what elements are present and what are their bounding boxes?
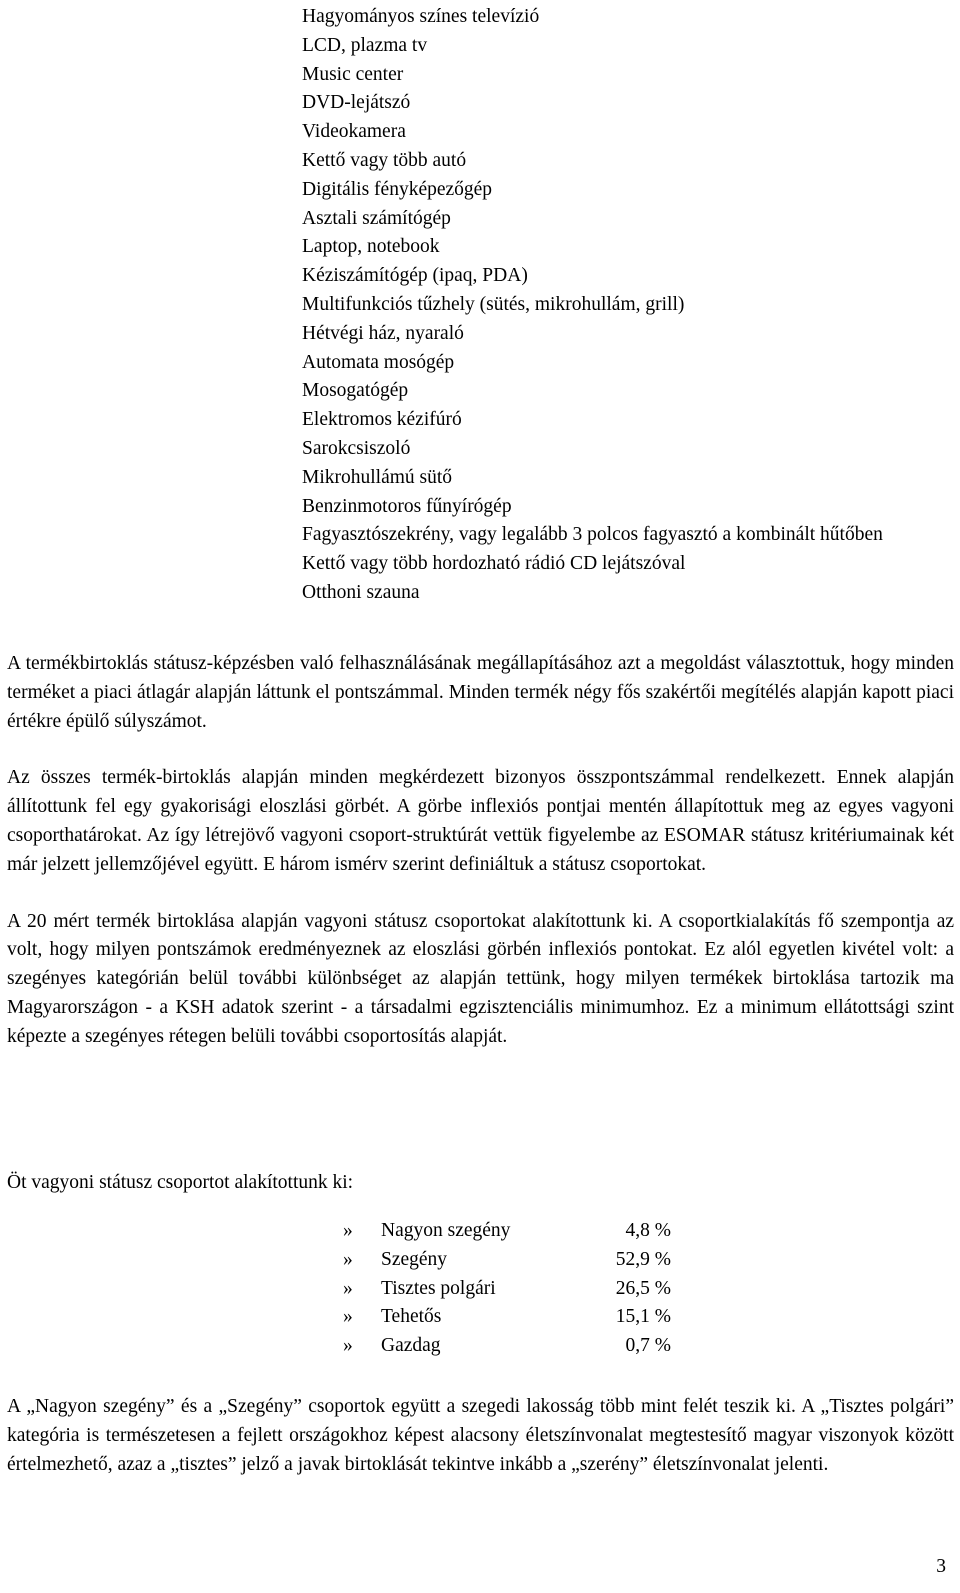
bullet-icon: » (343, 1306, 353, 1328)
product-list-item: Hétvégi ház, nyaraló (302, 322, 464, 344)
status-group-label: Szegény (381, 1248, 448, 1270)
product-list-item: Videokamera (302, 121, 406, 143)
product-list-item: Elektromos kézifúró (302, 409, 462, 431)
status-group-row (343, 1246, 671, 1275)
product-list-item: LCD, plazma tv (302, 34, 428, 56)
product-list-item: Digitális fényképezőgép (302, 178, 493, 200)
product-list-item: Multifunkciós tűzhely (sütés, mikrohullám, grill) (302, 293, 685, 315)
product-list-item: Asztali számítógép (302, 207, 451, 229)
page-number: 3 (936, 1556, 946, 1577)
product-list (302, 3, 954, 608)
status-groups-intro: Öt vagyoni státusz csoportot alakítottunk ki: (7, 1172, 354, 1193)
product-list-item: Kettő vagy több hordozható rádió CD lejátszóval (302, 553, 686, 575)
status-group-label: Gazdag (381, 1335, 441, 1357)
product-list-item: Hagyományos színes televízió (302, 6, 540, 27)
status-group-percent: 26,5 % (615, 1277, 671, 1299)
product-list-item: Benzinmotoros fűnyírógép (302, 495, 512, 517)
paragraph-conclusion: A „Nagyon szegény” és a „Szegény” csoportok együtt a szegedi lakosság több mint felét teszik ki. A „Tisztes polgári” kategória is természetesen a fejlett országokhoz képest alacsony életszínvonalat megtestesítő magyar viszonyok között értelmezhető, azaz a „tisztes” jelző a javak birtoklását tekintve inkább a „szerény” életszínvonalat jelenti. (7, 1396, 954, 1475)
product-list-item: DVD-lejátszó (302, 92, 411, 114)
product-list-item: Music center (302, 63, 404, 85)
product-list-item: Fagyasztószekrény, vagy legalább 3 polcos fagyasztó a kombinált hűtőben (302, 524, 883, 546)
product-list-item: Automata mosógép (302, 351, 455, 373)
status-group-row (343, 1275, 671, 1304)
status-group-percent: 4,8 % (625, 1220, 671, 1241)
product-list-item: Mosogatógép (302, 380, 409, 402)
paragraph-scoring-method: A termékbirtoklás státusz-képzésben való felhasználásának megállapításához azt a megoldást választottuk, hogy minden terméket a piaci átlagár alapján láttunk el pontszámmal. Minden termék négy fős szakértői megítélés alapján kapott piaci értékre épülő súlyszámot. (7, 653, 954, 732)
bullet-icon: » (343, 1335, 353, 1357)
bullet-icon: » (343, 1277, 353, 1299)
paragraph-frequency-curve: Az összes termék-birtoklás alapján minden megkérdezett bizonyos összpontszámmal rendelkezett. Ennek alapján állítottunk fel egy gyakorisági eloszlási görbét. A görbe inflexiós pontjai mentén állapítottuk meg az egyes vagyoni csoporthatárokat. Az így létrejövő vagyoni csoport-struktúrát vettük figyelembe az ESOMAR státusz kritériumainak két már jelzett jellemzőjével együtt. E három ismérv szerint definiáltuk a státusz csoportokat. (7, 767, 954, 875)
status-group-percent: 0,7 % (625, 1335, 671, 1357)
status-groups-table (343, 1217, 671, 1361)
paragraph-group-formation: A 20 mért termék birtoklása alapján vagyoni státusz csoportokat alakítottunk ki. A csoportkialakítás fő szempontja az volt, hogy milyen pontszámok eredményeznek az eloszlási görbén inflexiós pontokat. Ez alól egyetlen kivétel volt: a szegényes kategórián belül további különbséget az alapján tettünk, hogy milyen termékek birtoklása tartozik ma Magyarországon - a KSH adatok szerint - a társadalmi egzisztenciális minimumhoz. Ez a minimum ellátottsági szint képezte a szegényes rétegen belüli további csoportosítás alapját. (7, 910, 954, 1047)
status-group-label: Tehetős (381, 1306, 442, 1328)
product-list-item: Laptop, notebook (302, 236, 440, 258)
status-group-row (343, 1332, 671, 1361)
status-group-percent: 52,9 % (615, 1248, 671, 1270)
product-list-item: Kéziszámítógép (ipaq, PDA) (302, 265, 528, 287)
status-group-row (343, 1303, 671, 1332)
product-list-item: Sarokcsiszoló (302, 437, 411, 459)
bullet-icon: » (343, 1220, 353, 1241)
bullet-icon: » (343, 1248, 353, 1270)
product-list-item: Kettő vagy több autó (302, 149, 467, 171)
product-list-item: Otthoni szauna (302, 581, 420, 603)
status-group-percent: 15,1 % (615, 1306, 671, 1328)
body-text (7, 650, 954, 1052)
status-group-row (343, 1217, 671, 1246)
status-group-label: Tisztes polgári (381, 1277, 496, 1299)
status-group-label: Nagyon szegény (381, 1220, 511, 1241)
product-list-item: Mikrohullámú sütő (302, 466, 453, 488)
